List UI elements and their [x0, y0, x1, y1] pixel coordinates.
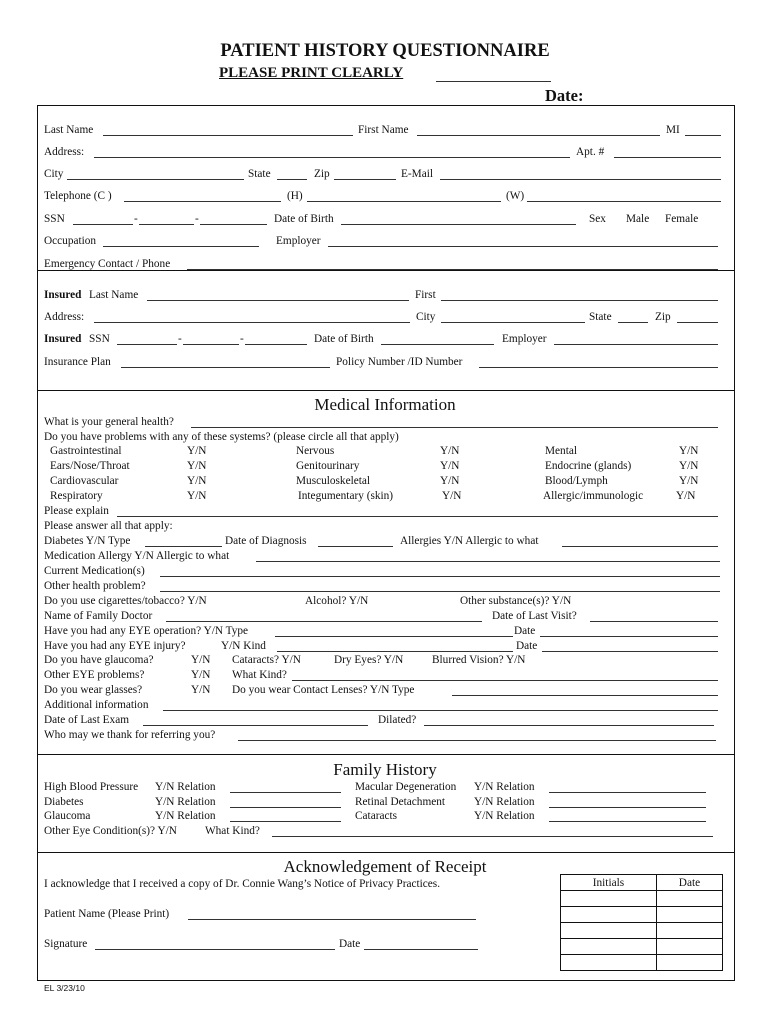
retinal-label: Retinal Detachment — [355, 796, 446, 808]
ssn-dash: - — [134, 213, 138, 225]
section-divider — [37, 754, 734, 755]
apt-label: Apt. # — [576, 146, 605, 158]
date-cell[interactable] — [656, 939, 722, 955]
other-eye-problems-label: Other EYE problems? — [44, 669, 145, 681]
form-title: PATIENT HISTORY QUESTIONNAIRE — [220, 41, 550, 61]
yn-option[interactable]: Y/N — [679, 445, 699, 457]
signature-date-field[interactable] — [364, 949, 478, 950]
work-phone-field[interactable] — [527, 201, 721, 202]
eye-operation-label: Have you had any EYE operation? Y/N Type — [44, 625, 249, 637]
ssn-field-1[interactable] — [73, 224, 133, 225]
macular-relation-field[interactable] — [549, 792, 706, 793]
signature-label: Signature — [44, 938, 88, 950]
system-item: Musculoskeletal — [296, 475, 371, 487]
initials-cell[interactable] — [561, 939, 657, 955]
cataracts-family-label: Cataracts — [355, 810, 398, 822]
glaucoma-question: Do you have glaucoma? — [44, 654, 154, 666]
initials-table — [560, 874, 723, 971]
eye-injury-date-label: Date — [516, 640, 538, 652]
state-label: State — [248, 168, 271, 180]
glaucoma-relation-field[interactable] — [230, 821, 341, 822]
yn-option[interactable]: Y/N — [679, 460, 699, 472]
initials-cell[interactable] — [561, 907, 657, 923]
system-item: Respiratory — [50, 490, 103, 502]
tobacco-question: Do you use cigarettes/tobacco? Y/N — [44, 595, 207, 607]
mi-label: MI — [666, 124, 680, 136]
sex-male-option[interactable]: Male — [626, 213, 650, 225]
dilated-label: Dilated? — [378, 714, 417, 726]
blurred-vision-question: Blurred Vision? Y/N — [432, 654, 526, 666]
eye-operation-field[interactable] — [275, 636, 513, 637]
yn-option[interactable]: Y/N — [187, 490, 207, 502]
ssn-dash: - — [195, 213, 199, 225]
home-phone-field[interactable] — [307, 201, 501, 202]
insured-word: Insured — [44, 333, 82, 345]
zip-field[interactable] — [334, 179, 396, 180]
yn-option[interactable]: Y/N — [679, 475, 699, 487]
yn-option[interactable]: Y/N — [442, 490, 462, 502]
signature-date-label: Date — [339, 938, 361, 950]
initials-cell[interactable] — [561, 891, 657, 907]
other-eye-problems-field[interactable] — [292, 680, 718, 681]
last-exam-field[interactable] — [143, 725, 368, 726]
diabetes-type-field[interactable] — [145, 546, 222, 547]
ssn-field-3[interactable] — [200, 224, 267, 225]
referral-field[interactable] — [238, 740, 716, 741]
cataracts-relation-field[interactable] — [549, 821, 706, 822]
email-field[interactable] — [440, 179, 721, 180]
dry-eyes-question: Dry Eyes? Y/N — [334, 654, 404, 666]
patient-name-label: Patient Name (Please Print) — [44, 908, 170, 920]
what-kind-label: What Kind? — [232, 669, 287, 681]
patient-name-field[interactable] — [188, 919, 476, 920]
occupation-label: Occupation — [44, 235, 97, 247]
diabetes-label: Diabetes Y/N Type — [44, 535, 131, 547]
other-health-label: Other health problem? — [44, 580, 146, 592]
diabetes-family-label: Diabetes — [44, 796, 84, 808]
address-field[interactable] — [94, 157, 570, 158]
signature-field[interactable] — [95, 949, 335, 950]
diagnosis-date-label: Date of Diagnosis — [225, 535, 307, 547]
yn-option[interactable]: Y/N — [440, 475, 460, 487]
yn-option[interactable]: Y/N — [440, 445, 460, 457]
first-name-field[interactable] — [417, 135, 660, 136]
email-label: E-Mail — [401, 168, 433, 180]
city-field[interactable] — [67, 179, 244, 180]
systems-question: Do you have problems with any of these systems? (please circle all that apply) — [44, 431, 399, 443]
policy-number-label: Policy Number /ID Number — [336, 356, 463, 368]
last-visit-label: Date of Last Visit? — [492, 610, 577, 622]
med-allergy-label: Medication Allergy Y/N Allergic to what — [44, 550, 230, 562]
glasses-question: Do you wear glasses? — [44, 684, 143, 696]
medical-heading: Medical Information — [314, 395, 456, 414]
system-item: Endocrine (glands) — [545, 460, 632, 472]
insured-zip-label: Zip — [655, 311, 671, 323]
what-kind-label: What Kind? — [205, 825, 260, 837]
date-cell[interactable] — [656, 923, 722, 939]
form-version-code: EL 3/23/10 — [44, 983, 85, 993]
dob-label: Date of Birth — [274, 213, 334, 225]
date-header: Date — [656, 875, 722, 891]
telephone-label: Telephone (C ) — [44, 190, 112, 202]
eye-injury-date-field[interactable] — [542, 651, 718, 652]
other-eye-condition-label: Other Eye Condition(s)? Y/N — [44, 825, 177, 837]
state-field[interactable] — [277, 179, 307, 180]
insured-dob-label: Date of Birth — [314, 333, 374, 345]
last-name-field[interactable] — [103, 135, 353, 136]
insured-address-field[interactable] — [94, 322, 410, 323]
last-exam-label: Date of Last Exam — [44, 714, 130, 726]
emergency-contact-field[interactable] — [187, 269, 718, 270]
macular-label: Macular Degeneration — [355, 781, 457, 793]
address-label: Address: — [44, 146, 85, 158]
insured-dob-field[interactable] — [381, 344, 494, 345]
other-eye-condition-field[interactable] — [272, 836, 713, 837]
alcohol-question: Alcohol? Y/N — [305, 595, 369, 607]
yn-option[interactable]: Y/N — [187, 445, 207, 457]
occupation-field[interactable] — [103, 246, 259, 247]
insured-employer-field[interactable] — [554, 344, 718, 345]
last-visit-field[interactable] — [590, 621, 718, 622]
relation-label: Y/N Relation — [474, 796, 535, 808]
system-item: Allergic/immunologic — [543, 490, 644, 502]
cell-phone-field[interactable] — [124, 201, 281, 202]
family-history-heading: Family History — [333, 760, 437, 779]
current-meds-field[interactable] — [160, 576, 720, 577]
current-meds-label: Current Medication(s) — [44, 565, 145, 577]
print-clearly-note: PLEASE PRINT CLEARLY — [219, 65, 404, 81]
home-phone-label: (H) — [287, 190, 303, 202]
referral-label: Who may we thank for referring you? — [44, 729, 216, 741]
hbp-relation-field[interactable] — [230, 792, 341, 793]
relation-label: Y/N Relation — [155, 796, 216, 808]
insured-first-label: First — [415, 289, 436, 301]
additional-info-label: Additional information — [44, 699, 149, 711]
insured-city-field[interactable] — [441, 322, 585, 323]
dob-field[interactable] — [341, 224, 576, 225]
contacts-type-field[interactable] — [452, 695, 718, 696]
yn-option[interactable]: Y/N — [191, 684, 211, 696]
relation-label: Y/N Relation — [155, 810, 216, 822]
insured-ssn-field-2[interactable] — [183, 344, 239, 345]
date-cell[interactable] — [656, 907, 722, 923]
insurance-plan-field[interactable] — [121, 367, 330, 368]
eye-injury-label: Have you had any EYE injury? — [44, 640, 186, 652]
insured-word: Insured — [44, 289, 82, 301]
insured-ssn-field-1[interactable] — [117, 344, 177, 345]
relation-label: Y/N Relation — [474, 781, 535, 793]
hbp-label: High Blood Pressure — [44, 781, 139, 793]
initials-cell[interactable] — [561, 955, 657, 971]
retinal-relation-field[interactable] — [549, 807, 706, 808]
section-divider — [37, 390, 734, 391]
general-health-label: What is your general health? — [44, 416, 174, 428]
sex-female-option[interactable]: Female — [665, 213, 699, 225]
insured-first-field[interactable] — [441, 300, 718, 301]
yn-option[interactable]: Y/N — [191, 654, 211, 666]
yn-option[interactable]: Y/N — [187, 475, 207, 487]
other-substance-question: Other substance(s)? Y/N — [460, 595, 572, 607]
allergies-label: Allergies Y/N Allergic to what — [400, 535, 539, 547]
allergies-field[interactable] — [562, 546, 718, 547]
initials-cell[interactable] — [561, 923, 657, 939]
acknowledgement-heading: Acknowledgement of Receipt — [283, 857, 487, 876]
ssn-dash: - — [240, 333, 244, 345]
date-label: Date: — [545, 86, 584, 105]
system-item: Mental — [545, 445, 577, 457]
ssn-label: SSN — [44, 213, 65, 225]
form-border — [37, 105, 735, 981]
sex-label: Sex — [589, 213, 606, 225]
eye-injury-kind-label: Y/N Kind — [221, 640, 266, 652]
initials-header: Initials — [561, 875, 657, 891]
cataracts-question: Cataracts? Y/N — [232, 654, 301, 666]
insured-ssn-label: SSN — [89, 333, 110, 345]
employer-field[interactable] — [328, 246, 718, 247]
system-item: Nervous — [296, 445, 335, 457]
employer-label: Employer — [276, 235, 321, 247]
insurance-plan-label: Insurance Plan — [44, 356, 111, 368]
insured-last-name-label: Last Name — [89, 289, 139, 301]
city-label: City — [44, 168, 64, 180]
policy-number-field[interactable] — [479, 367, 718, 368]
mi-field[interactable] — [685, 135, 721, 136]
work-phone-label: (W) — [506, 190, 525, 202]
insured-zip-field[interactable] — [677, 322, 718, 323]
general-health-field[interactable] — [191, 427, 718, 428]
yn-option[interactable]: Y/N — [440, 460, 460, 472]
acknowledgement-statement: I acknowledge that I received a copy of Dr. Connie Wang’s Notice of Privacy Practices. — [44, 878, 441, 890]
family-doctor-field[interactable] — [166, 621, 482, 622]
answer-all-label: Please answer all that apply: — [44, 520, 173, 532]
last-name-label: Last Name — [44, 124, 94, 136]
glaucoma-family-label: Glaucoma — [44, 810, 91, 822]
zip-label: Zip — [314, 168, 330, 180]
yn-option[interactable]: Y/N — [676, 490, 696, 502]
system-item: Integumentary (skin) — [298, 490, 394, 502]
other-health-field[interactable] — [160, 591, 720, 592]
date-cell[interactable] — [656, 955, 722, 971]
eye-operation-date-field[interactable] — [540, 636, 718, 637]
apt-field[interactable] — [614, 157, 721, 158]
system-item: Cardiovascular — [50, 475, 119, 487]
insured-ssn-field-3[interactable] — [245, 344, 307, 345]
dilated-field[interactable] — [424, 725, 714, 726]
system-item: Blood/Lymph — [545, 475, 608, 487]
first-name-label: First Name — [358, 124, 409, 136]
diagnosis-date-field[interactable] — [318, 546, 393, 547]
insured-state-field[interactable] — [618, 322, 648, 323]
eye-operation-date-label: Date — [514, 625, 536, 637]
additional-info-field[interactable] — [163, 710, 718, 711]
insured-city-label: City — [416, 311, 436, 323]
explain-label: Please explain — [44, 505, 109, 517]
eye-injury-field[interactable] — [277, 651, 513, 652]
system-item: Genitourinary — [296, 460, 360, 472]
yn-option[interactable]: Y/N — [187, 460, 207, 472]
date-cell[interactable] — [656, 891, 722, 907]
system-item: Gastrointestinal — [50, 445, 122, 457]
family-doctor-label: Name of Family Doctor — [44, 610, 153, 622]
ssn-dash: - — [178, 333, 182, 345]
relation-label: Y/N Relation — [155, 781, 216, 793]
emergency-contact-label: Emergency Contact / Phone — [44, 258, 171, 270]
diabetes-relation-field[interactable] — [230, 807, 341, 808]
insured-address-label: Address: — [44, 311, 85, 323]
insured-employer-label: Employer — [502, 333, 547, 345]
explain-field[interactable] — [117, 516, 718, 517]
contacts-question: Do you wear Contact Lenses? Y/N Type — [232, 684, 415, 696]
subtitle-underline — [436, 81, 551, 82]
yn-option[interactable]: Y/N — [191, 669, 211, 681]
med-allergy-field[interactable] — [256, 561, 720, 562]
insured-last-name-field[interactable] — [147, 300, 409, 301]
system-item: Ears/Nose/Throat — [50, 460, 130, 472]
insured-state-label: State — [589, 311, 612, 323]
ssn-field-2[interactable] — [139, 224, 194, 225]
section-divider — [37, 852, 734, 853]
relation-label: Y/N Relation — [474, 810, 535, 822]
